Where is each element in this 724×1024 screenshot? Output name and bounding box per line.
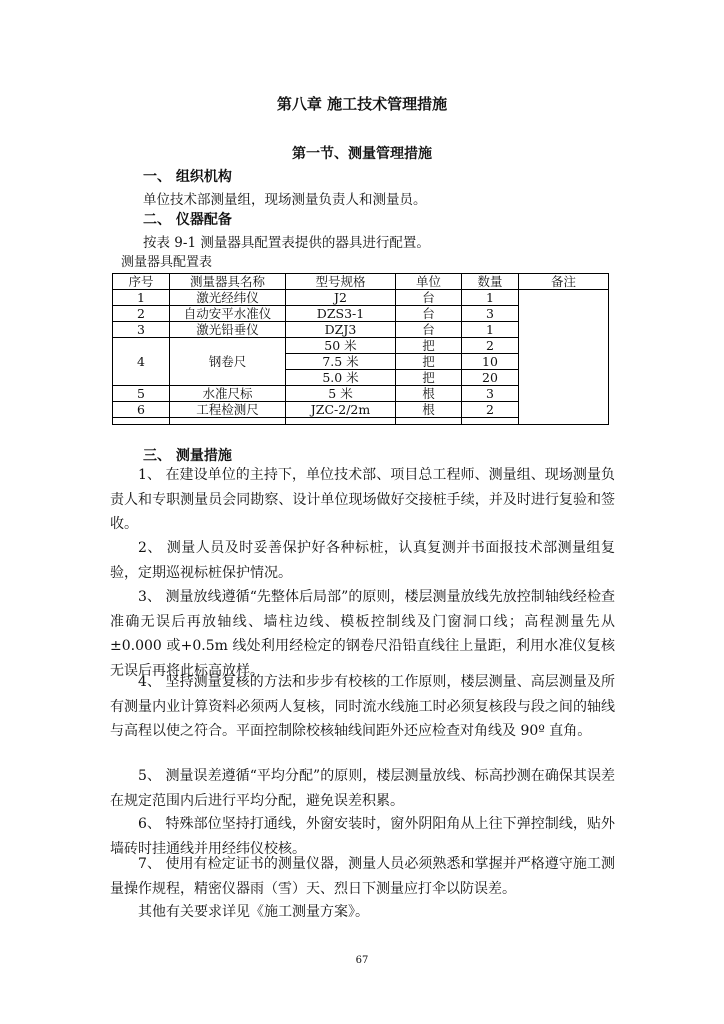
cell-no: 4 bbox=[113, 338, 170, 386]
cell-unit: 台 bbox=[396, 290, 462, 306]
cell-blank bbox=[462, 418, 519, 425]
cell-unit: 根 bbox=[396, 402, 462, 418]
measure-paragraph-5: 5、 测量误差遵循“平均分配”的原则，楼层测量放线、标高抄测在确保其误差在规定范围内后进行平均分配，避免误差积累。 bbox=[110, 768, 615, 809]
cell-qty: 1 bbox=[462, 290, 519, 306]
page-number: 67 bbox=[355, 955, 369, 966]
cell-qty: 10 bbox=[462, 354, 519, 370]
cell-name: 自动安平水准仪 bbox=[170, 306, 286, 322]
cell-qty: 2 bbox=[462, 338, 519, 354]
measure-paragraph-2: 2、 测量人员及时妥善保护好各种标桩，认真复测并书面报技术部测量组复验，定期巡视标桩保护情况。 bbox=[110, 540, 615, 581]
cell-unit: 把 bbox=[396, 370, 462, 386]
measure-paragraph-3: 3、 测量放线遵循“先整体后局部”的原则，楼层测量放线先放控制轴线经检查准确无误后再放轴线、墙柱边线、模板控制线及门窗洞口线；高程测量先从±0.000 或+0.5m 线处利用经检定的钢卷尺沿铅直线往上量距，利用水准仪复核无误后再将此标高放样。 bbox=[110, 589, 615, 679]
cell-unit: 把 bbox=[396, 338, 462, 354]
table-row bbox=[113, 290, 609, 306]
chapter-title: 第八章 施工技术管理措施 bbox=[276, 95, 448, 113]
measure-paragraph-6: 6、 特殊部位坚持打通线，外窗安装时，窗外阴阳角从上往下弹控制线，贴外墙砖时挂通线并用经纬仪校核。 bbox=[110, 816, 615, 857]
cell-model: 7.5 米 bbox=[286, 354, 396, 370]
cell-unit: 把 bbox=[396, 354, 462, 370]
cell-qty: 3 bbox=[462, 306, 519, 322]
section-title: 第一节、测量管理措施 bbox=[292, 146, 432, 162]
cell-no: 5 bbox=[113, 386, 170, 402]
cell-name: 水准尺标 bbox=[170, 386, 286, 402]
cell-qty: 2 bbox=[462, 402, 519, 418]
cell-qty: 20 bbox=[462, 370, 519, 386]
cell-model: J2 bbox=[286, 290, 396, 306]
cell-blank bbox=[113, 418, 170, 425]
table-header-row bbox=[113, 274, 609, 290]
cell-model: DZJ3 bbox=[286, 322, 396, 338]
cell-name: 钢卷尺 bbox=[170, 338, 286, 386]
cell-name: 激光铅垂仪 bbox=[170, 322, 286, 338]
cell-name: 激光经纬仪 bbox=[170, 290, 286, 306]
header-unit: 单位 bbox=[396, 274, 462, 290]
cell-blank bbox=[286, 418, 396, 425]
cell-remark bbox=[519, 290, 609, 425]
equipment-table bbox=[112, 273, 609, 425]
cell-unit: 台 bbox=[396, 322, 462, 338]
header-no: 序号 bbox=[113, 274, 170, 290]
cell-unit: 台 bbox=[396, 306, 462, 322]
instruments-text: 按表 9-1 测量器具配置表提供的器具进行配置。 bbox=[143, 235, 430, 251]
header-remark: 备注 bbox=[519, 274, 609, 290]
table-caption: 测量器具配置表 bbox=[121, 255, 213, 270]
measure-paragraph-4: 4、 坚持测量复核的方法和步步有校核的工作原则，楼层测量、高层测量及所有测量内业计算资料必须两人复核，同时流水线施工时必须复核段与段之间的轴线与高程以使之符合。平面控制除校核轴线间距外还应检查对角线及 90º 直角。 bbox=[110, 674, 615, 739]
closing-note: 其他有关要求详见《施工测量方案》。 bbox=[138, 904, 369, 920]
cell-blank bbox=[170, 418, 286, 425]
header-name: 测量器具名称 bbox=[170, 274, 286, 290]
cell-unit: 根 bbox=[396, 386, 462, 402]
heading-instruments: 二、 仪器配备 bbox=[143, 212, 232, 228]
cell-model: DZS3-1 bbox=[286, 306, 396, 322]
header-qty: 数量 bbox=[462, 274, 519, 290]
cell-no: 6 bbox=[113, 402, 170, 418]
organization-text: 单位技术部测量组，现场测量负责人和测量员。 bbox=[143, 192, 427, 208]
cell-qty: 1 bbox=[462, 322, 519, 338]
header-model: 型号规格 bbox=[286, 274, 396, 290]
cell-no: 2 bbox=[113, 306, 170, 322]
measure-paragraph-7: 7、 使用有检定证书的测量仪器，测量人员必须熟悉和掌握并严格遵守施工测量操作规程，精密仪器雨（雪）天、烈日下测量应打伞以防误差。 bbox=[110, 856, 615, 897]
cell-qty: 3 bbox=[462, 386, 519, 402]
cell-blank bbox=[396, 418, 462, 425]
heading-measures: 三、 测量措施 bbox=[143, 448, 232, 464]
cell-model: 50 米 bbox=[286, 338, 396, 354]
cell-name: 工程检测尺 bbox=[170, 402, 286, 418]
cell-model: 5 米 bbox=[286, 386, 396, 402]
measure-paragraph-1: 1、 在建设单位的主持下，单位技术部、项目总工程师、测量组、现场测量负责人和专职测量员会同勘察、设计单位现场做好交接桩手续，并及时进行复验和签收。 bbox=[110, 467, 615, 532]
cell-model: 5.0 米 bbox=[286, 370, 396, 386]
cell-no: 3 bbox=[113, 322, 170, 338]
cell-model: JZC-2/2m bbox=[286, 402, 396, 418]
cell-no: 1 bbox=[113, 290, 170, 306]
heading-organization: 一、 组织机构 bbox=[143, 169, 232, 185]
